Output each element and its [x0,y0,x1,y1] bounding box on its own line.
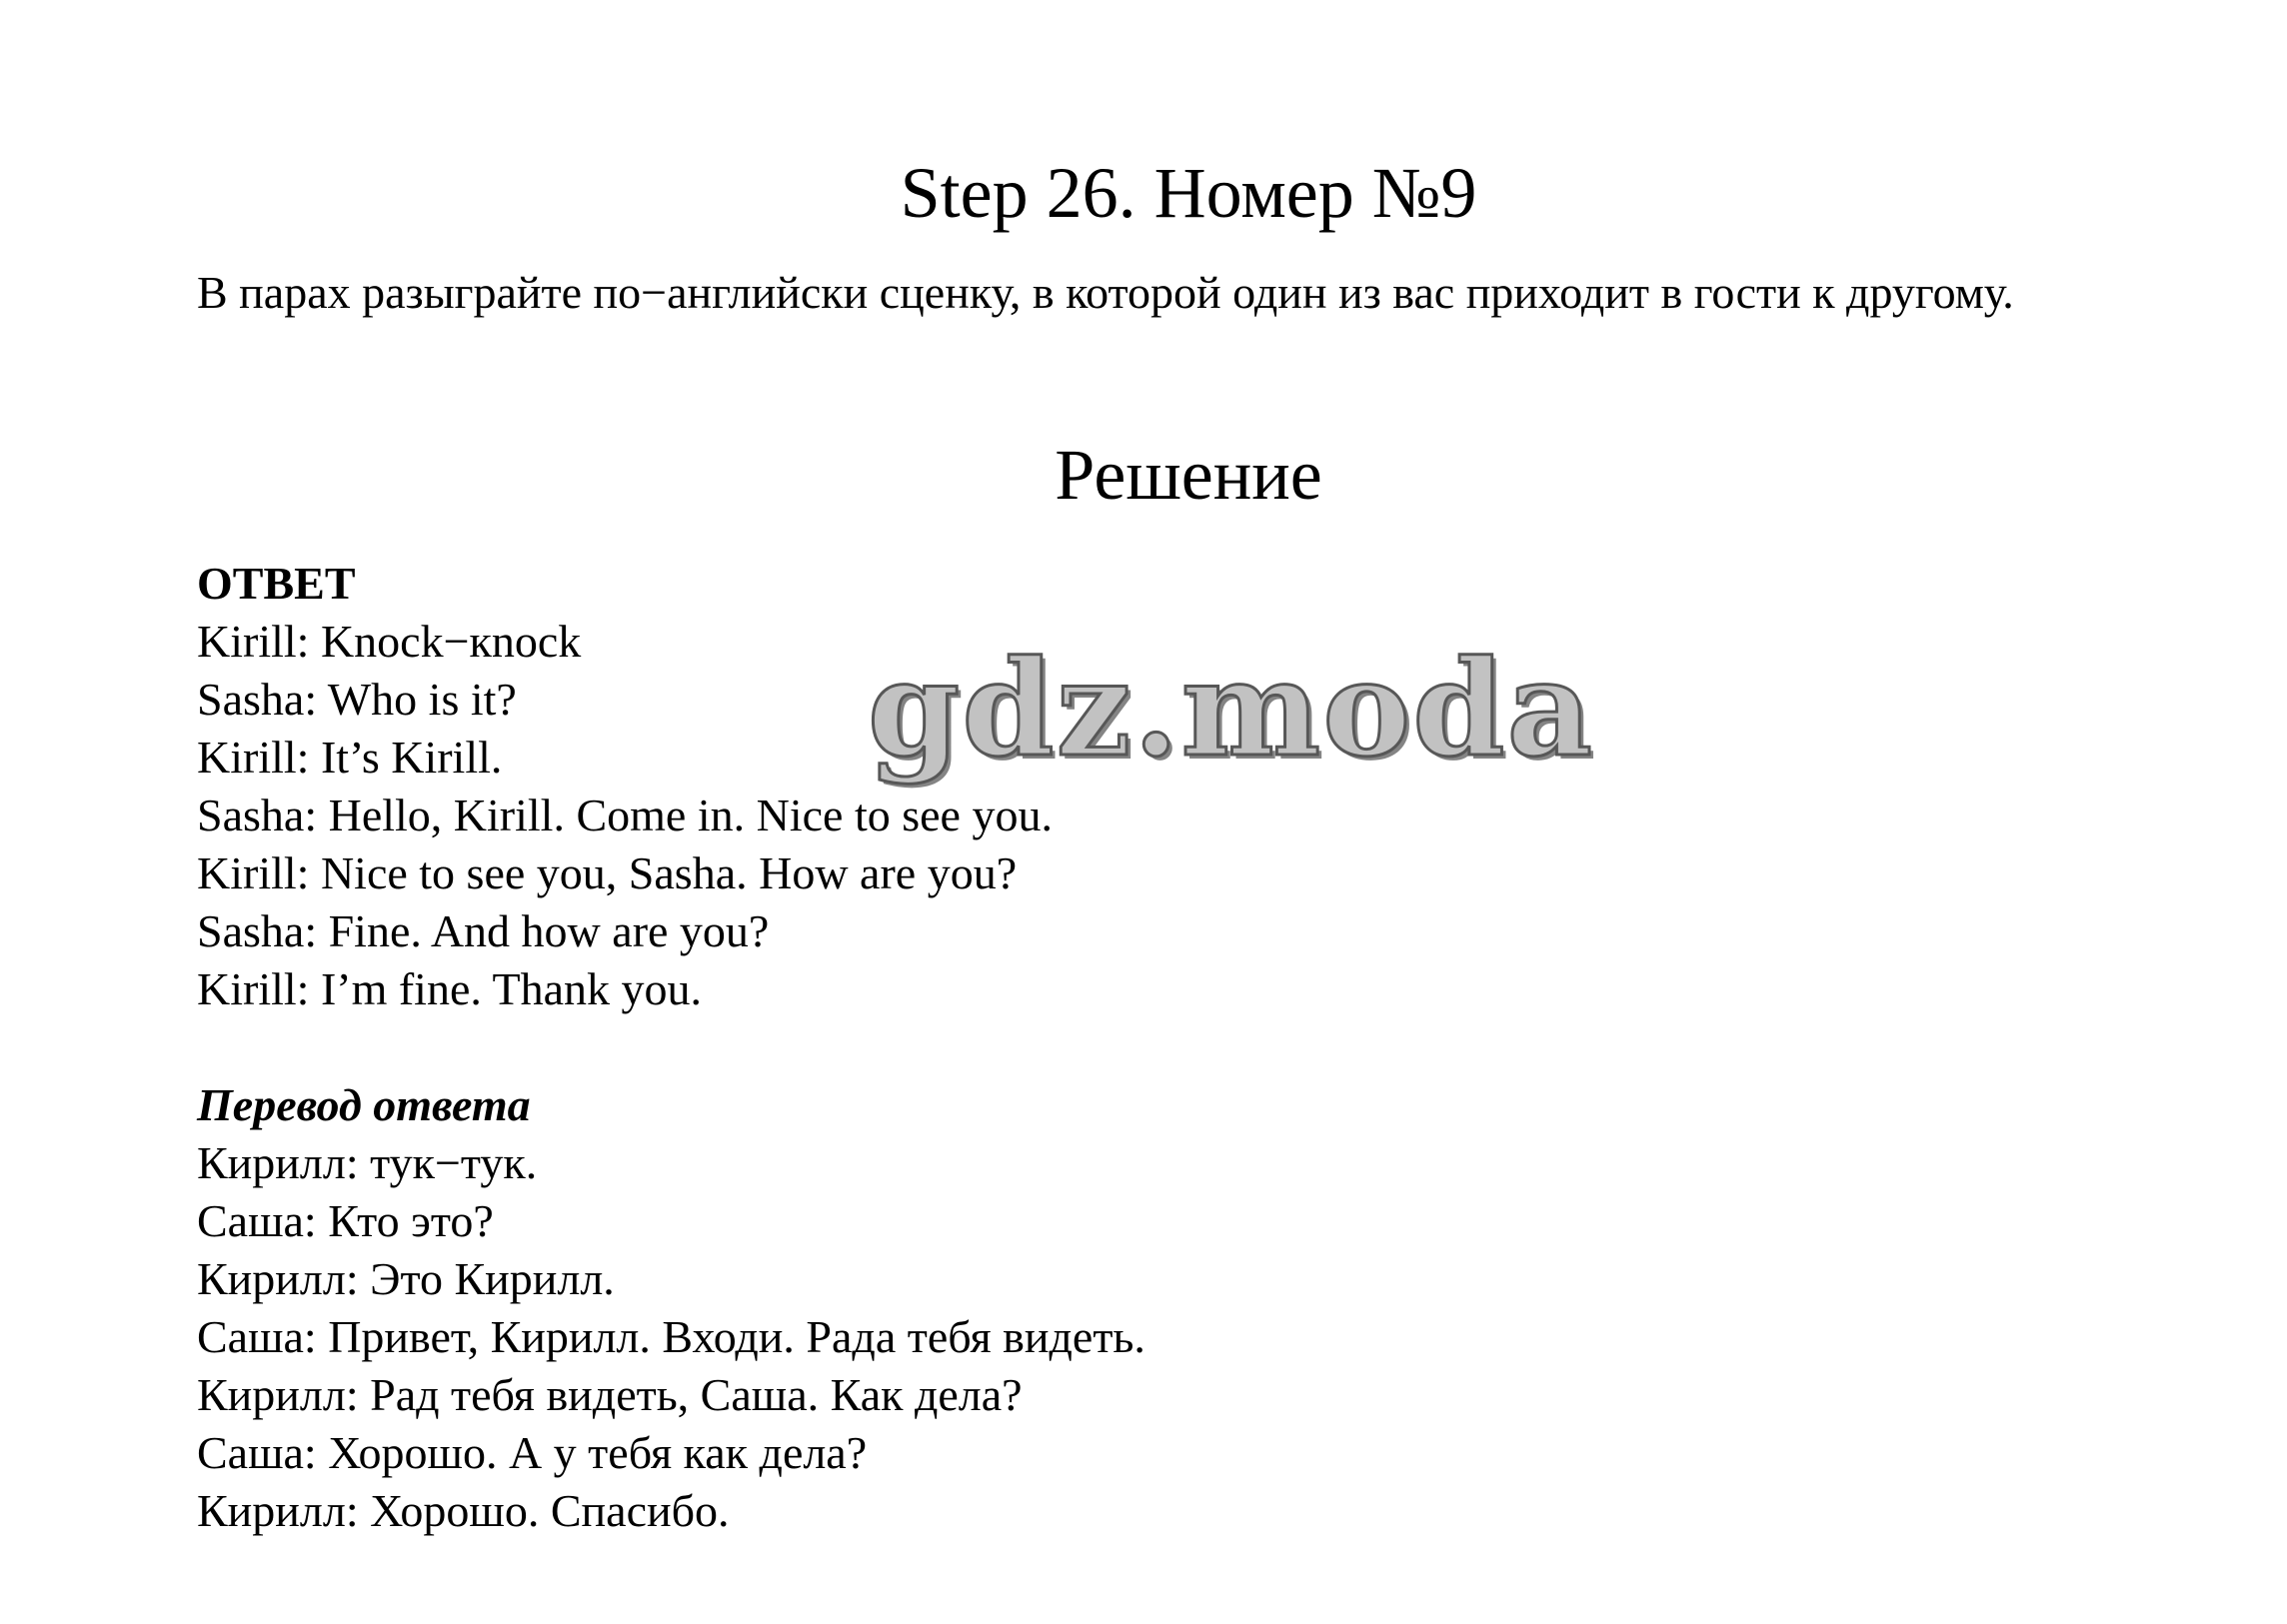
answer-line: Sasha: Fine. And how are you? [197,905,770,956]
translation-line: Саша: Хорошо. А у тебя как дела? [197,1427,868,1478]
answer-line: Kirill: Knock−кnock [197,616,582,667]
solution-heading: Решение [1055,435,1322,515]
page-title: Step 26. Номер №9 [900,153,1477,233]
answer-line: Kirill: It’s Kirill. [197,732,503,783]
answer-line: Sasha: Who is it? [197,674,517,725]
answer-line: Kirill: I’m fine. Thank you. [197,963,703,1014]
translation-line: Кирилл: Рад тебя видеть, Саша. Как дела? [197,1369,1023,1420]
answer-block [197,555,2096,1018]
translation-label: Перевод ответа [197,1079,531,1130]
translation-line: Кирилл: Это Кирилл. [197,1253,615,1304]
translation-line: Кирилл: Хорошо. Спасибо. [197,1485,730,1536]
watermark-logo: gdz.moda [868,632,1595,787]
translation-block [197,1076,2096,1540]
answer-line: Sasha: Hello, Kirill. Come in. Nice to see you. [197,790,1053,840]
answer-line: Kirill: Nice to see you, Sasha. How are you? [197,847,1018,898]
translation-line: Кирилл: тук−тук. [197,1137,538,1188]
translation-line: Саша: Кто это? [197,1195,494,1246]
answer-label: ОТВЕТ [197,558,356,609]
translation-line: Саша: Привет, Кирилл. Входи. Рада тебя видеть. [197,1311,1145,1362]
task-text: В парах разыграйте по−английски сценку, в которой один из вас приходит в гости к другому. [197,267,2014,318]
